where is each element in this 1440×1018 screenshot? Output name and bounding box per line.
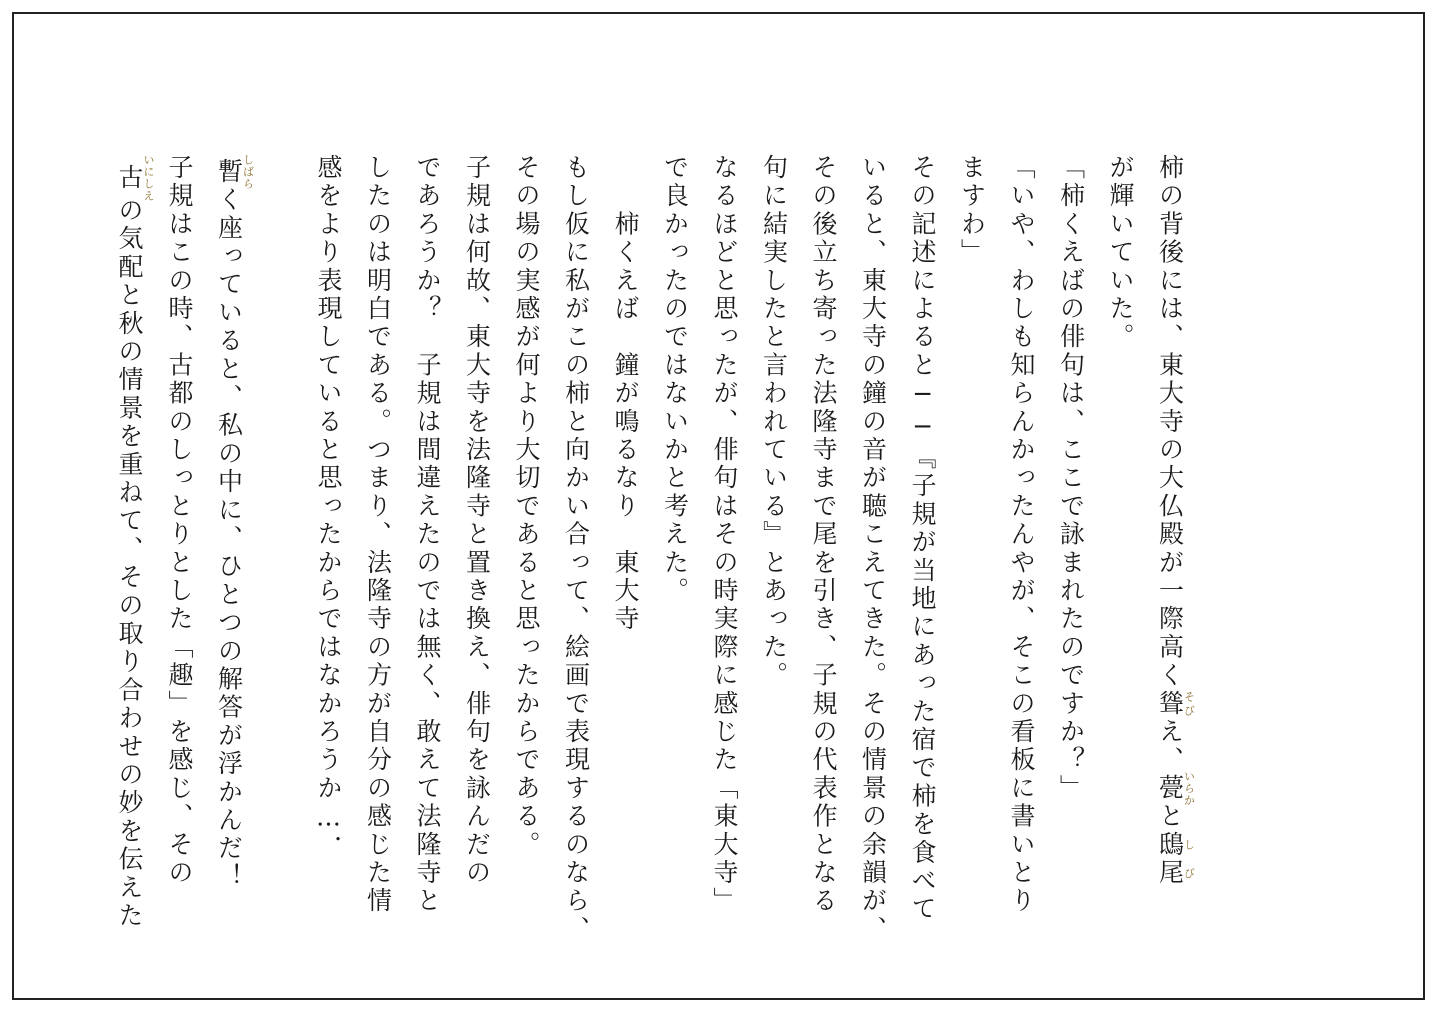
ruby-reading: そび	[1182, 689, 1196, 719]
text-segment: で良かったのではないかと考えた。	[660, 154, 690, 606]
text-segment: く座っていると、私の中に、ひとつの解答が浮かんだ！	[214, 186, 244, 892]
text-segment: その後立ち寄った法隆寺まで尾を引き、子規の代表作となる	[809, 154, 838, 916]
text-column	[1145, 154, 1195, 914]
ruby-reading: しばら	[241, 154, 255, 190]
ruby-base: 甍	[1155, 770, 1185, 807]
page-frame	[12, 12, 1425, 1000]
text-segment: 子規はこの時、古都のしっとりとした「趣」を感じ、その	[165, 154, 194, 888]
ruby-annotated-word	[1155, 689, 1196, 719]
text-column	[353, 154, 403, 914]
text-segment: 感をより表現していると思ったからではなかろうか…．	[314, 154, 343, 863]
text-segment: が輝いていた。	[1106, 154, 1135, 352]
text-segment: と	[1155, 802, 1185, 831]
ruby-base: 聳	[1155, 689, 1185, 719]
text-segment: 柿くえば 鐘が鳴るなり 東大寺	[611, 154, 640, 634]
text-column	[650, 154, 700, 914]
text-segment: ますわ」	[957, 154, 987, 267]
text-column	[304, 154, 354, 914]
ruby-base: 古	[115, 154, 144, 202]
text-segment: の気配と秋の情景を重ねて、その取り合わせの妙を伝えた	[115, 196, 144, 931]
text-segment: であろうか？ 子規は間違えたのでは無く、敢えて法隆寺と	[413, 154, 442, 916]
text-segment: したのは明白である。つまり、法隆寺の方が自分の感じた情	[363, 154, 393, 916]
text-segment: いると、東大寺の鐘の音が聴こえてきた。その情景の余韻が、	[858, 154, 888, 944]
ruby-base: 鴟尾	[1155, 830, 1185, 888]
text-column	[997, 154, 1047, 914]
text-column	[155, 154, 205, 914]
text-segment: その場の実感が何より大切であると思ったからである。	[512, 154, 541, 859]
text-segment: その記述によると──『子規が当地にあった宿で柿を食べて	[908, 154, 937, 924]
text-segment: 「柿くえばの俳句は、ここで詠まれたのですか？」	[1056, 154, 1086, 803]
blank-column	[254, 154, 304, 914]
text-column	[551, 154, 601, 944]
text-column	[947, 154, 997, 914]
ruby-annotated-word	[115, 154, 155, 202]
ruby-annotated-word	[1155, 830, 1196, 888]
text-column	[452, 154, 502, 914]
text-segment: 句に結実したと言われている』とあった。	[759, 154, 789, 690]
text-column	[601, 154, 651, 914]
ruby-base: 暫	[214, 154, 244, 190]
text-column	[204, 154, 254, 914]
ruby-annotated-word	[214, 154, 255, 190]
ruby-reading: しび	[1182, 830, 1196, 888]
text-column	[749, 154, 799, 914]
text-column	[799, 154, 849, 914]
text-column	[848, 154, 898, 944]
text-segment: 「いや、わしも知らんかったんやが、そこの看板に書いとり	[1007, 154, 1036, 916]
text-segment: もし仮に私がこの柿と向かい合って、絵画で表現するのなら、	[561, 154, 591, 944]
text-column	[700, 154, 750, 914]
ruby-reading: いらか	[1182, 770, 1196, 807]
text-column	[1046, 154, 1096, 914]
text-column	[105, 154, 155, 931]
text-segment: 柿の背後には、東大寺の大仏殿が一際高く	[1155, 154, 1185, 690]
vertical-text-body	[105, 154, 1196, 944]
ruby-reading: いにしえ	[142, 154, 155, 202]
text-column	[1096, 154, 1146, 914]
text-segment: なるほどと思ったが、俳句はその時実際に感じた「東大寺」	[710, 154, 739, 916]
text-column	[403, 154, 453, 914]
text-segment: 子規は何故、東大寺を法隆寺と置き換え、俳句を詠んだの	[462, 154, 492, 888]
text-column	[502, 154, 552, 914]
text-segment: え、	[1155, 718, 1185, 775]
ruby-annotated-word	[1155, 770, 1196, 807]
text-column	[898, 154, 948, 924]
